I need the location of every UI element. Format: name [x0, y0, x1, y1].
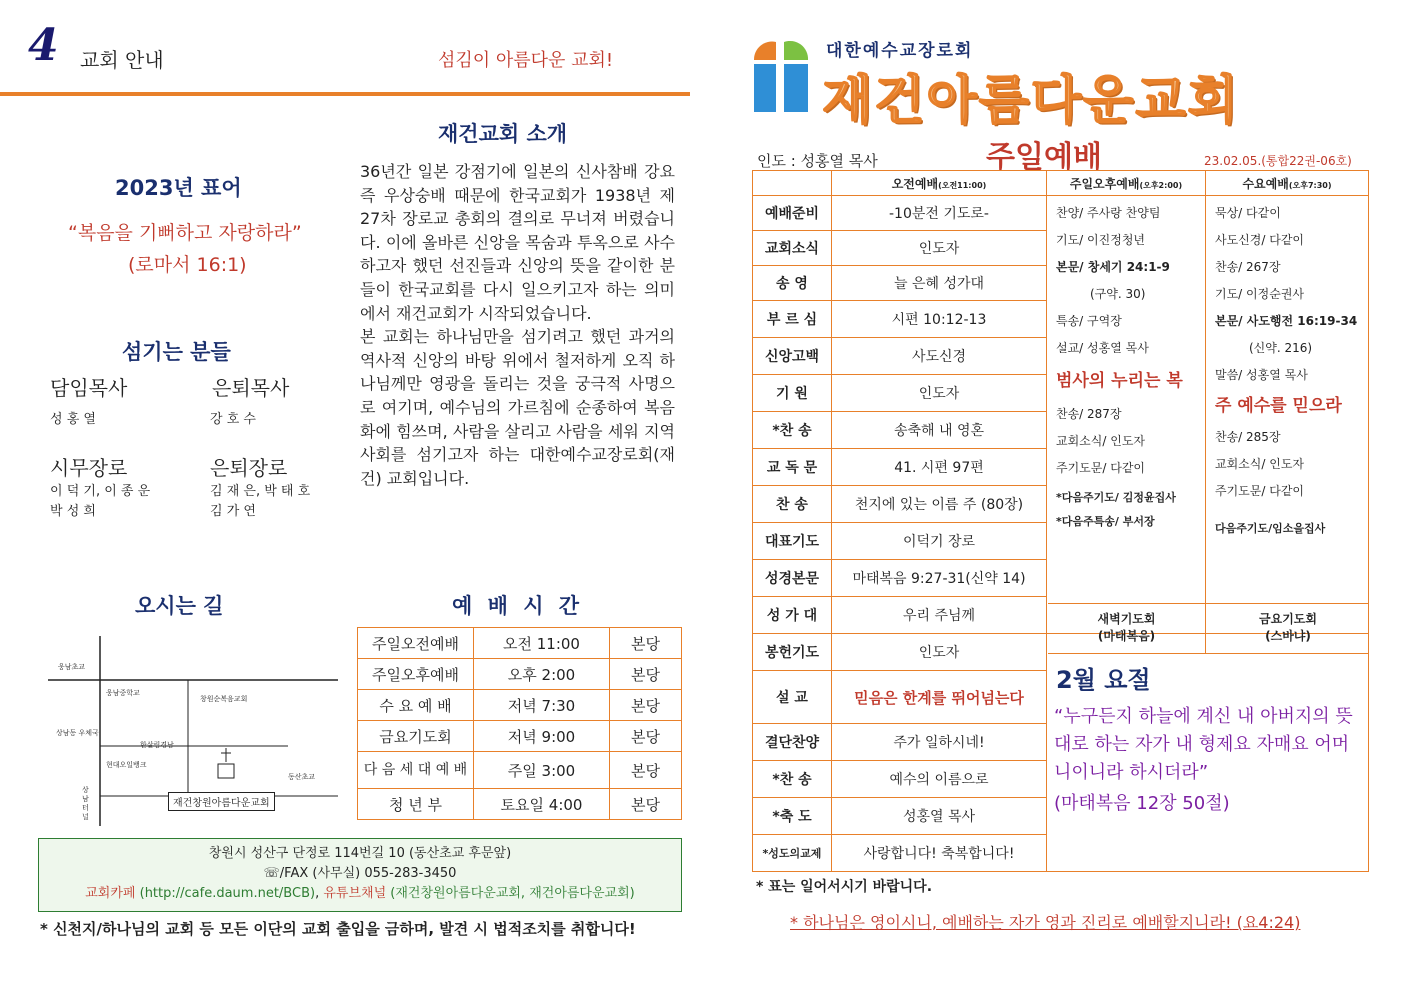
- next-prayer: *다음주기도/ 김정윤집사: [1056, 491, 1176, 504]
- afternoon-program: [1056, 200, 1206, 534]
- order-label: 대표기도: [753, 523, 832, 560]
- order-label: 성경본문: [753, 560, 832, 597]
- motto-2023-title: 2023년 표어: [115, 176, 242, 200]
- order-value: 인도자: [832, 231, 1047, 266]
- schedule-place: 본당: [610, 752, 682, 789]
- order-value: 늘 은혜 성가대: [832, 266, 1047, 301]
- youtube-label: 유튜브채널: [323, 886, 387, 901]
- schedule-name: 금요기도회: [358, 721, 474, 752]
- order-value: 인도자: [832, 634, 1047, 671]
- motto-2023-line2: (로마서 16:1): [128, 254, 247, 276]
- directions-map: [48, 636, 348, 826]
- intro-paragraph-1: 36년간 일본 강점기에 일본의 신사참배 강요 즉 우상숭배 때문에 한국교회가 1938년 제27차 장로교 총회의 결의로 무너져 버렸습니다. 이에 올바른 신앙을 목숨과 투옥으로 사수하고자 했던 선진들과 신앙의 뜻을 같이한 분들이 한국교회를 다시 일으키고자 하는 의미에서 재건교회가 시작되었습니다.: [360, 162, 675, 323]
- motto: 섬김이 아름다운 교회!: [438, 50, 614, 71]
- order-label: 송 영: [753, 266, 832, 301]
- role-retired-pastor: 은퇴목사: [212, 376, 290, 400]
- names-senior-pastor: 성 홍 열: [50, 412, 96, 427]
- role-senior-pastor: 담임목사: [50, 376, 128, 400]
- map-title: 오시는 길: [135, 594, 224, 618]
- prayer-meetings: [1048, 603, 1368, 654]
- order-value: 마태복음 9:27-31(신약 14): [832, 560, 1047, 597]
- order-label: 예배준비: [753, 196, 832, 231]
- schedule-name: 청 년 부: [358, 789, 474, 820]
- names-active-elder-2: 박 성 희: [50, 504, 96, 519]
- motto-2023-line1: “복음을 기뻐하고 자랑하라”: [68, 222, 302, 244]
- map-label-ungnam-middle: 웅남중학교: [106, 689, 140, 697]
- memory-verse-ref: (마태복음 12장 50절): [1054, 793, 1230, 814]
- schedule-time: 저녁 9:00: [474, 721, 610, 752]
- program-item: (신약. 216): [1249, 341, 1313, 355]
- order-value: 사랑합니다! 축복합니다!: [832, 835, 1047, 872]
- names-retired-elder: 김 재 은, 박 태 호: [210, 484, 311, 499]
- order-value: 성홍열 목사: [832, 798, 1047, 835]
- worship-schedule-table: [357, 627, 682, 820]
- order-value: 우리 주님께: [832, 597, 1047, 634]
- program-item: 주기도문/ 다같이: [1056, 461, 1146, 475]
- order-value: 주가 일하시네!: [832, 724, 1047, 761]
- program-item: 묵상/ 다같이: [1215, 206, 1281, 220]
- map-label-full-gospel-church: 창원순복음교회: [200, 695, 248, 703]
- table-header-row: [753, 171, 1369, 196]
- standing-note: * 표는 일어서시기 바랍니다.: [756, 879, 933, 895]
- program-item: 본문/ 사도행전 16:19-34: [1215, 314, 1358, 328]
- order-value: 사도신경: [832, 338, 1047, 375]
- program-item: 설교/ 성홍열 목사: [1056, 341, 1149, 355]
- program-item: 찬양/ 주사랑 찬양팀: [1056, 206, 1161, 220]
- address-box: 창원시 성산구 단정로 114번길 10 (동산초교 후문앞) ☏/FAX (사무실) 055-283-3450 교회카페 (http://cafe.daum.net/BCB), 유튜브채널 (재건창원아름다운교회, 재건아름다운교회): [38, 838, 682, 912]
- phone-line: ☏/FAX (사무실) 055-283-3450: [263, 866, 457, 881]
- map-label-hansalim: 한살림경남: [140, 741, 174, 749]
- afternoon-sermon-title: 범사의 누리는 복: [1056, 371, 1183, 391]
- next-special-song: *다음주특송/ 부서장: [1056, 515, 1155, 528]
- section-title: 교회 안내: [80, 48, 164, 72]
- order-label: 신앙고백: [753, 338, 832, 375]
- worship-title: 주일예배: [986, 140, 1102, 175]
- program-item: 찬송/ 267장: [1215, 260, 1281, 274]
- closing-verse: * 하나님은 영이시니, 예배하는 자가 영과 진리로 예배할지니라! (요4:24): [790, 913, 1301, 932]
- names-retired-elder-2: 김 가 연: [210, 504, 256, 519]
- schedule-name: 수 요 예 배: [358, 690, 474, 721]
- program-item: (구약. 30): [1090, 287, 1146, 301]
- program-item: 교회소식/ 인도자: [1215, 457, 1305, 471]
- order-label: *성도의교제: [753, 835, 832, 872]
- map-label-church: 재건창원아름다운교회: [168, 792, 275, 811]
- order-value: 예수의 이름으로: [832, 761, 1047, 798]
- map-label-post-office: 상남동 우체국: [56, 729, 99, 737]
- schedule-title: 예 배 시 간: [452, 594, 584, 618]
- names-retired-pastor: 강 호 수: [210, 412, 256, 427]
- schedule-name: 주일오후예배: [358, 659, 474, 690]
- header-morning: 오전예배(오전11:00): [832, 171, 1047, 196]
- order-label: 부 르 심: [753, 301, 832, 338]
- church-name: 재건아름다운교회: [822, 71, 1240, 131]
- order-label: 설 교: [753, 671, 832, 724]
- order-value: 41. 시편 97편: [832, 449, 1047, 486]
- order-label: 교회소식: [753, 231, 832, 266]
- wednesday-sermon-title: 주 예수를 믿으라: [1215, 396, 1342, 416]
- youtube-link[interactable]: (재건창원아름다운교회, 재건아름다운교회): [390, 886, 635, 901]
- issue-number: 23.02.05.(통합22권-06호): [1204, 154, 1352, 168]
- dawn-prayer: 새벽기도회 (마태복음): [1048, 604, 1206, 654]
- memory-verse-title: 2월 요절: [1056, 666, 1151, 694]
- friday-prayer: 금요기도회 (스바냐): [1259, 612, 1317, 643]
- program-item: 사도신경/ 다같이: [1215, 233, 1305, 247]
- role-retired-elder: 은퇴장로: [210, 456, 288, 480]
- order-value: 천지에 있는 이름 주 (80장): [832, 486, 1047, 523]
- order-label: 교 독 문: [753, 449, 832, 486]
- program-item: 찬송/ 285장: [1215, 430, 1281, 444]
- header-blank: [753, 171, 832, 196]
- table-row: [358, 628, 682, 659]
- order-value: 믿음은 한계를 뛰어넘는다: [832, 671, 1047, 724]
- header-wednesday: 수요예배(오후7:30): [1206, 171, 1369, 196]
- wednesday-next-prayer: 다음주기도/임소을집사: [1215, 522, 1326, 535]
- program-item: 기도/ 이정순권사: [1215, 287, 1305, 301]
- intro-title: 재건교회 소개: [438, 122, 568, 146]
- schedule-time: 오전 11:00: [474, 628, 610, 659]
- schedule-place: 본당: [610, 690, 682, 721]
- cafe-link[interactable]: (http://cafe.daum.net/BCB): [139, 886, 316, 901]
- table-row: [358, 659, 682, 690]
- table-row: [358, 789, 682, 820]
- schedule-time: 토요일 4:00: [474, 789, 610, 820]
- order-value: 송축해 내 영혼: [832, 412, 1047, 449]
- schedule-place: 본당: [610, 789, 682, 820]
- header-divider: [0, 92, 690, 96]
- intro-text: [360, 160, 675, 490]
- schedule-place: 본당: [610, 628, 682, 659]
- program-item: 교회소식/ 인도자: [1056, 434, 1146, 448]
- order-label: *찬 송: [753, 761, 832, 798]
- page-number: 4: [28, 20, 59, 71]
- order-label: 봉헌기도: [753, 634, 832, 671]
- schedule-time: 저녁 7:30: [474, 690, 610, 721]
- memory-verse-box: [1048, 653, 1368, 815]
- map-label-dongsan-school: 동산초교: [288, 773, 316, 781]
- order-label: 기 원: [753, 375, 832, 412]
- denomination: 대한예수교장로회: [826, 41, 974, 61]
- church-logo: [752, 40, 814, 118]
- memory-verse-text: “누구든지 하늘에 계신 내 아버지의 뜻대로 하는 자가 내 형제요 자매요 어머니이니라 하시더라”: [1054, 706, 1353, 783]
- schedule-name: 주일오전예배: [358, 628, 474, 659]
- order-label: *축 도: [753, 798, 832, 835]
- program-item: 말씀/ 성홍열 목사: [1215, 368, 1308, 382]
- servers-title: 섬기는 분들: [122, 340, 231, 364]
- program-item: 특송/ 구역장: [1056, 314, 1122, 328]
- order-value: 인도자: [832, 375, 1047, 412]
- names-active-elder: 이 덕 기, 이 종 운: [50, 484, 151, 499]
- program-item: 본문/ 창세기 24:1-9: [1056, 260, 1170, 274]
- logo-icon: [752, 40, 814, 114]
- map-label-hyundai-oilbank: 현대오일뱅크: [106, 761, 147, 769]
- order-label: 성 가 대: [753, 597, 832, 634]
- schedule-name: 다 음 세 대 예 배: [358, 752, 474, 789]
- schedule-place: 본당: [610, 659, 682, 690]
- map-label-tunnel: 상남터널: [82, 786, 89, 821]
- program-item: 기도/ 이진정청년: [1056, 233, 1146, 247]
- map-label-ungnam-school: 웅남초교: [58, 663, 86, 671]
- order-value: -10분전 기도로-: [832, 196, 1047, 231]
- order-label: 찬 송: [753, 486, 832, 523]
- heresy-notice: * 신천지/하나님의 교회 등 모든 이단의 교회 출입을 금하며, 발견 시 법적조치를 취합니다!: [40, 920, 636, 938]
- order-value: 이덕기 장로: [832, 523, 1047, 560]
- program-item: 찬송/ 287장: [1056, 407, 1122, 421]
- program-item: 주기도문/ 다같이: [1215, 484, 1305, 498]
- intro-paragraph-2: 본 교회는 하나님만을 섬기려고 했던 과거의 역사적 신앙의 바탕 위에서 철저하게 오직 하나님께만 영광을 돌리는 것을 궁극적 사명으로 여기며, 예수님의 가르침에 순종하여 복음화에 힘쓰며, 사람을 살리고 사람을 세워 지역사회를 섬기고자 하는 대한예수교장로회(재건) 교회입니다.: [360, 327, 675, 488]
- wednesday-program: [1215, 200, 1365, 542]
- schedule-place: 본당: [610, 721, 682, 752]
- schedule-time: 주일 3:00: [474, 752, 610, 789]
- address-line: 창원시 성산구 단정로 114번길 10 (동산초교 후문앞): [208, 846, 512, 861]
- schedule-time: 오후 2:00: [474, 659, 610, 690]
- order-label: 결단찬양: [753, 724, 832, 761]
- table-row: [358, 721, 682, 752]
- table-row: [358, 690, 682, 721]
- order-value: 시편 10:12-13: [832, 301, 1047, 338]
- cafe-label: 교회카페: [85, 886, 136, 901]
- worship-leader: 인도 : 성홍열 목사: [757, 152, 878, 170]
- order-label: *찬 송: [753, 412, 832, 449]
- header-afternoon: 주일오후예배(오후2:00): [1047, 171, 1206, 196]
- role-active-elder: 시무장로: [50, 456, 128, 480]
- table-row: [358, 752, 682, 789]
